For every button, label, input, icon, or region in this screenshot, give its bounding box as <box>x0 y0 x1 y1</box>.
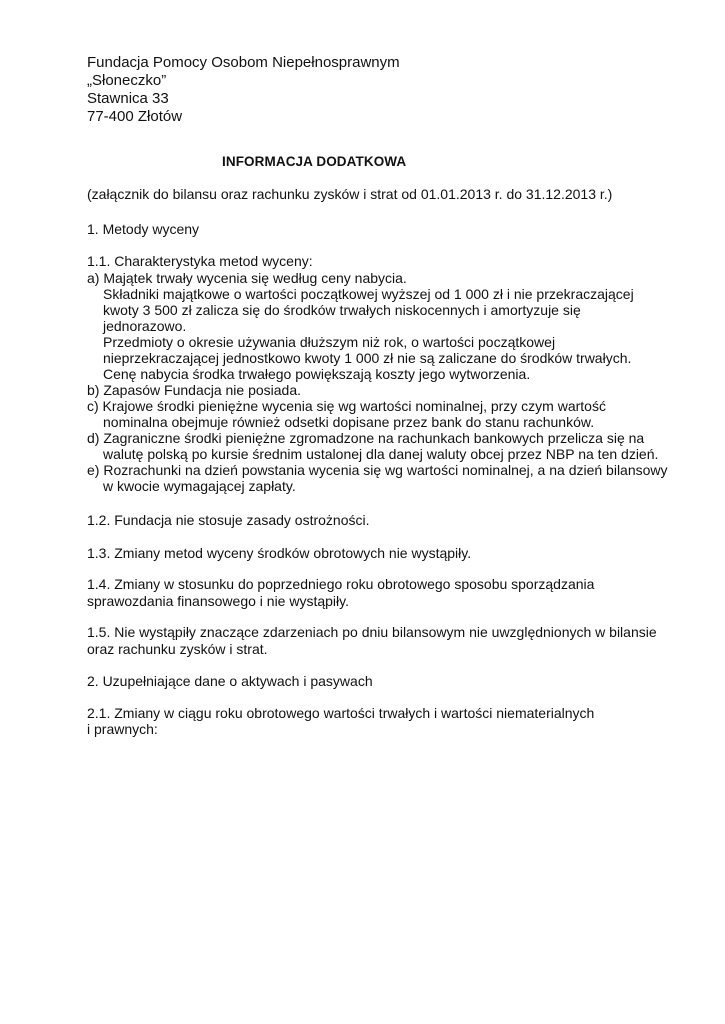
org-city: 77-400 Złotów <box>87 108 183 125</box>
list-item-text: walutę polską po kursie średnim ustalonej dla danej waluty obcej przez NBP na ten dzień. <box>103 446 659 462</box>
paragraph: 1.2. Fundacja nie stosuje zasady ostrożności. <box>87 512 370 528</box>
document-subtitle: (załącznik do bilansu oraz rachunku zysków i strat od 01.01.2013 r. do 31.12.2013 r.) <box>87 186 613 202</box>
list-item-text: nieprzekraczającej jednostkowo kwoty 1 000 zł nie są zaliczane do środków trwałych. <box>103 350 632 366</box>
list-item-text: nominalna obejmuje również odsetki dopisane przez bank do stanu rachunków. <box>103 414 595 430</box>
list-item: a) Majątek trwały wycenia się według ceny nabycia. <box>87 270 407 286</box>
paragraph: 1.5. Nie wystąpiły znaczące zdarzeniach po dniu bilansowym nie uwzględnionych w bilansie <box>87 624 657 640</box>
list-item: e) Rozrachunki na dzień powstania wycenia się wg wartości nominalnej, a na dzień bilansowy <box>87 462 668 478</box>
document-title: INFORMACJA DODATKOWA <box>222 154 407 169</box>
section-heading: 1. Metody wyceny <box>87 221 200 237</box>
paragraph: 2.1. Zmiany w ciągu roku obrotowego wartości trwałych i wartości niematerialnych <box>87 705 595 721</box>
paragraph: 1.4. Zmiany w stosunku do poprzedniego roku obrotowego sposobu sporządzania <box>87 576 595 592</box>
list-item: b) Zapasów Fundacja nie posiada. <box>87 382 302 398</box>
paragraph: 1.3. Zmiany metod wyceny środków obrotowych nie wystąpiły. <box>87 545 472 561</box>
list-item-text: w kwocie wymagającej zapłaty. <box>103 478 296 494</box>
list-item-text: Składniki majątkowe o wartości początkowej wyższej od 1 000 zł i nie przekraczającej <box>103 286 634 302</box>
list-item: d) Zagraniczne środki pieniężne zgromadzone na rachunkach bankowych przelicza się na <box>87 430 645 446</box>
org-name: Fundacja Pomocy Osobom Niepełnosprawnym <box>87 54 400 71</box>
list-item: c) Krajowe środki pieniężne wycenia się wg wartości nominalnej, przy czym wartość <box>87 398 606 414</box>
list-item-text: Cenę nabycia środka trwałego powiększają koszty jego wytworzenia. <box>103 366 531 382</box>
subsection-heading: 1.1. Charakterystyka metod wyceny: <box>87 253 313 269</box>
paragraph: oraz rachunku zysków i strat. <box>87 641 268 657</box>
paragraph: sprawozdania finansowego i nie wystąpiły. <box>87 593 349 609</box>
list-item-text: kwoty 3 500 zł zalicza się do środków trwałych niskocennych i amortyzuje się <box>103 302 581 318</box>
org-subname: „Słoneczko” <box>87 72 167 89</box>
paragraph: i prawnych: <box>87 721 158 737</box>
org-street: Stawnica 33 <box>87 90 169 107</box>
section-heading: 2. Uzupełniające dane o aktywach i pasywach <box>87 673 373 689</box>
list-item-text: jednorazowo. <box>103 318 187 334</box>
list-item-text: Przedmioty o okresie używania dłuższym niż rok, o wartości początkowej <box>103 334 556 350</box>
